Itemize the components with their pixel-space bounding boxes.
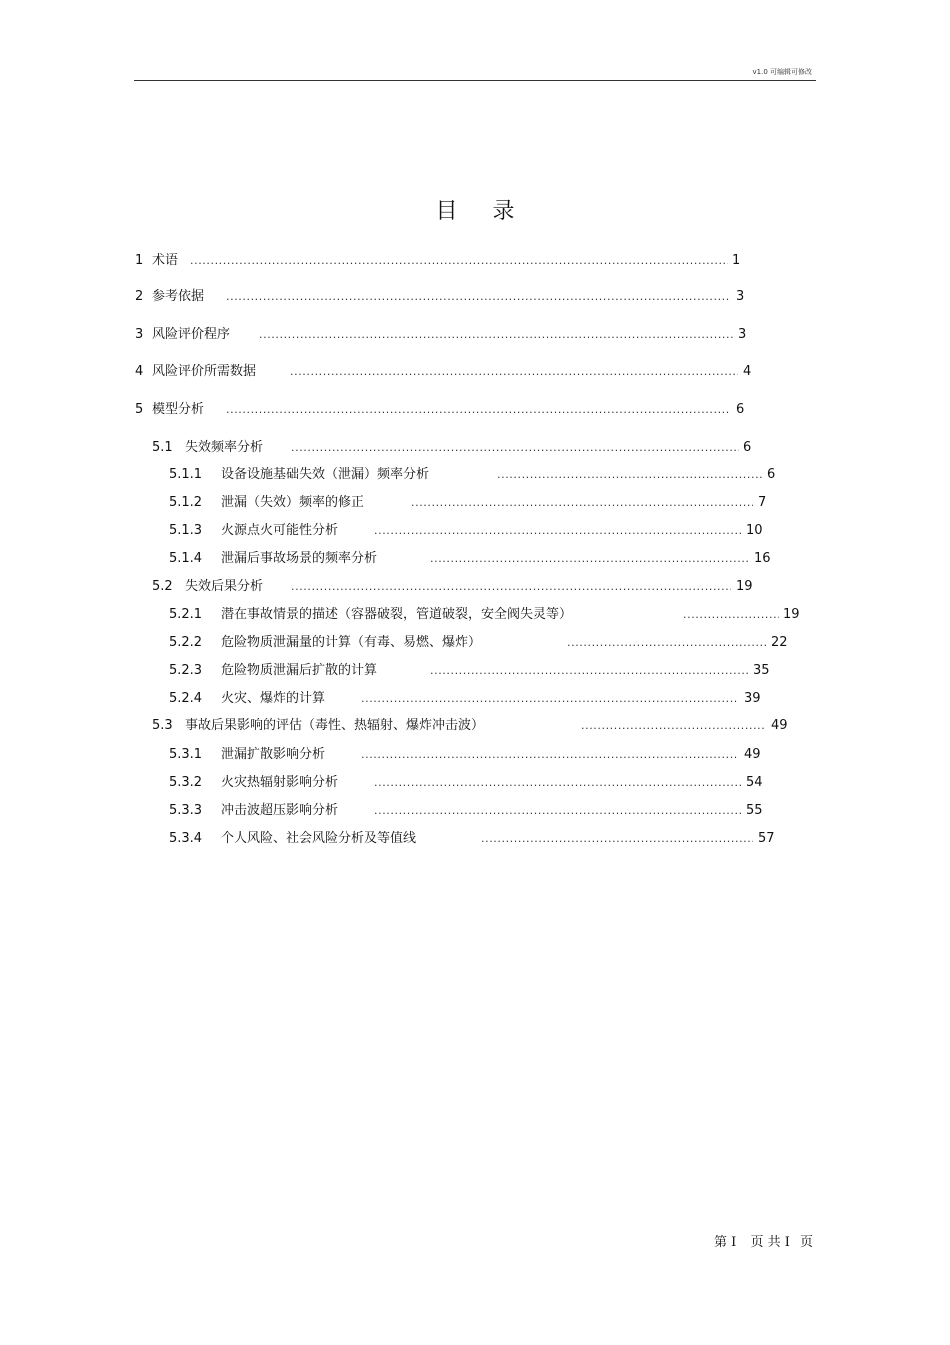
toc-entry-leader [497, 466, 762, 484]
toc-entry-number: 5.1 [152, 440, 173, 455]
toc-entry-number: 5.2.1 [169, 607, 203, 622]
toc-entry-page: 16 [754, 551, 771, 566]
toc-entry-5-3[interactable] [152, 717, 802, 735]
toc-entry-5-3-2[interactable] [169, 774, 789, 792]
toc-entry-page: 6 [743, 440, 752, 455]
toc-entry-leader [430, 662, 748, 680]
toc-entry-leader [361, 746, 739, 764]
footer-current-page: I [731, 1235, 737, 1250]
toc-entry-page: 3 [736, 289, 745, 304]
toc-entry-leader [481, 830, 753, 848]
footer-suffix: 页 [800, 1235, 814, 1250]
toc-entry-number: 5.2 [152, 579, 173, 594]
toc-entry-leader [291, 439, 739, 457]
toc-entry-leader [683, 606, 779, 624]
toc-entry-5-3-4[interactable] [169, 830, 789, 848]
toc-entry-number: 5.2.2 [169, 635, 203, 650]
toc-entry-title: 泄漏后事故场景的频率分析 [221, 551, 378, 566]
toc-entry-leader [290, 363, 738, 381]
toc-entry-title: 泄漏（失效）频率的修正 [221, 495, 365, 510]
toc-entry-page: 6 [767, 467, 776, 482]
toc-entry-title: 风险评价程序 [152, 327, 231, 342]
toc-entry-number: 5.1.2 [169, 495, 203, 510]
toc-entry-title: 冲击波超压影响分析 [221, 803, 339, 818]
toc-entry-title: 设备设施基础失效（泄漏）频率分析 [221, 467, 430, 482]
toc-entry-leader [374, 802, 741, 820]
toc-entry-number: 5.3 [152, 718, 173, 733]
toc-entry-page: 35 [753, 663, 770, 678]
toc-entry-title: 失效后果分析 [185, 579, 264, 594]
toc-entry-leader [374, 774, 741, 792]
toc-entry-title: 危险物质泄漏后扩散的计算 [221, 663, 378, 678]
toc-entry-page: 49 [771, 718, 788, 733]
toc-entry-page: 10 [746, 523, 763, 538]
footer-prefix: 第 [714, 1235, 728, 1250]
toc-entry-title: 潜在事故情景的描述（容器破裂，管道破裂，安全阀失灵等） [221, 607, 573, 622]
toc-entry-leader [567, 634, 766, 652]
toc-entry-page: 7 [758, 495, 767, 510]
toc-entry-5-1-1[interactable] [169, 466, 789, 484]
toc-entry-number: 3 [135, 327, 144, 342]
toc-entry-title: 失效频率分析 [185, 440, 264, 455]
toc-entry-title: 风险评价所需数据 [152, 364, 257, 379]
toc-entry-4[interactable] [135, 363, 755, 381]
toc-entry-number: 5.1.4 [169, 551, 203, 566]
toc-entry-page: 54 [746, 775, 763, 790]
toc-entry-leader [190, 252, 728, 270]
toc-entry-number: 5.1.3 [169, 523, 203, 538]
toc-entry-number: 5.3.1 [169, 747, 203, 762]
toc-entry-5-1-3[interactable] [169, 522, 789, 540]
toc-entry-number: 5.2.4 [169, 691, 203, 706]
toc-entry-page: 57 [758, 831, 775, 846]
header-note: v1.0 可编辑可修改 [752, 68, 812, 76]
toc-entry-5-3-3[interactable] [169, 802, 789, 820]
toc-entry-leader [361, 690, 739, 708]
toc-entry-5-1-4[interactable] [169, 550, 789, 568]
toc-entry-title: 参考依据 [152, 289, 205, 304]
toc-entry-page: 19 [736, 579, 753, 594]
toc-entry-page: 4 [743, 364, 752, 379]
toc-entry-number: 2 [135, 289, 144, 304]
toc-entry-leader [291, 578, 731, 596]
toc-entry-title: 火灾、爆炸的计算 [221, 691, 326, 706]
toc-entry-page: 55 [746, 803, 763, 818]
toc-entry-5-3-1[interactable] [169, 746, 789, 764]
toc-entry-leader [259, 326, 733, 344]
toc-entry-title: 模型分析 [152, 402, 205, 417]
toc-entry-5-1[interactable] [152, 439, 762, 457]
toc-entry-leader [226, 288, 731, 306]
toc-entry-5-2[interactable] [152, 578, 772, 596]
toc-entry-page: 1 [732, 253, 741, 268]
toc-entry-leader [411, 494, 753, 512]
toc-entry-leader [430, 550, 748, 568]
toc-entry-title: 火源点火可能性分析 [221, 523, 339, 538]
toc-entry-5-2-4[interactable] [169, 690, 789, 708]
toc-entry-leader [374, 522, 741, 540]
toc-entry-title: 泄漏扩散影响分析 [221, 747, 326, 762]
toc-entry-number: 5 [135, 402, 144, 417]
toc-entry-page: 19 [783, 607, 800, 622]
toc-entry-title: 危险物质泄漏量的计算（有毒、易燃、爆炸） [221, 635, 482, 650]
toc-entry-1[interactable] [135, 252, 745, 270]
toc-entry-leader [581, 717, 765, 735]
toc-entry-number: 4 [135, 364, 144, 379]
toc-entry-page: 3 [738, 327, 747, 342]
toc-entry-title: 个人风险、社会风险分析及等值线 [221, 831, 417, 846]
toc-entry-5[interactable] [135, 401, 755, 419]
toc-entry-title: 术语 [152, 253, 179, 268]
toc-entry-number: 5.3.2 [169, 775, 203, 790]
toc-entry-page: 39 [744, 691, 761, 706]
toc-entry-page: 49 [744, 747, 761, 762]
toc-title: 目 录 [435, 199, 529, 224]
toc-entry-title: 事故后果影响的评估（毒性、热辐射、爆炸冲击波） [185, 718, 485, 733]
toc-entry-page: 6 [736, 402, 745, 417]
footer-middle: 页 共 [750, 1235, 781, 1250]
page-footer [714, 1231, 813, 1250]
toc-entry-5-1-2[interactable] [169, 494, 789, 512]
toc-entry-3[interactable] [135, 326, 755, 344]
toc-entry-leader [226, 401, 731, 419]
toc-entry-number: 5.1.1 [169, 467, 203, 482]
toc-entry-5-2-3[interactable] [169, 662, 789, 680]
toc-entry-number: 5.3.4 [169, 831, 203, 846]
toc-entry-page: 22 [771, 635, 788, 650]
header-rule [134, 80, 816, 81]
toc-entry-number: 1 [135, 253, 144, 268]
toc-entry-5-2-1[interactable] [169, 606, 809, 624]
footer-total-pages: I [784, 1235, 790, 1250]
toc-entry-5-2-2[interactable] [169, 634, 809, 652]
toc-entry-title: 火灾热辐射影响分析 [221, 775, 339, 790]
toc-entry-2[interactable] [135, 288, 755, 306]
toc-entry-number: 5.2.3 [169, 663, 203, 678]
toc-entry-number: 5.3.3 [169, 803, 203, 818]
